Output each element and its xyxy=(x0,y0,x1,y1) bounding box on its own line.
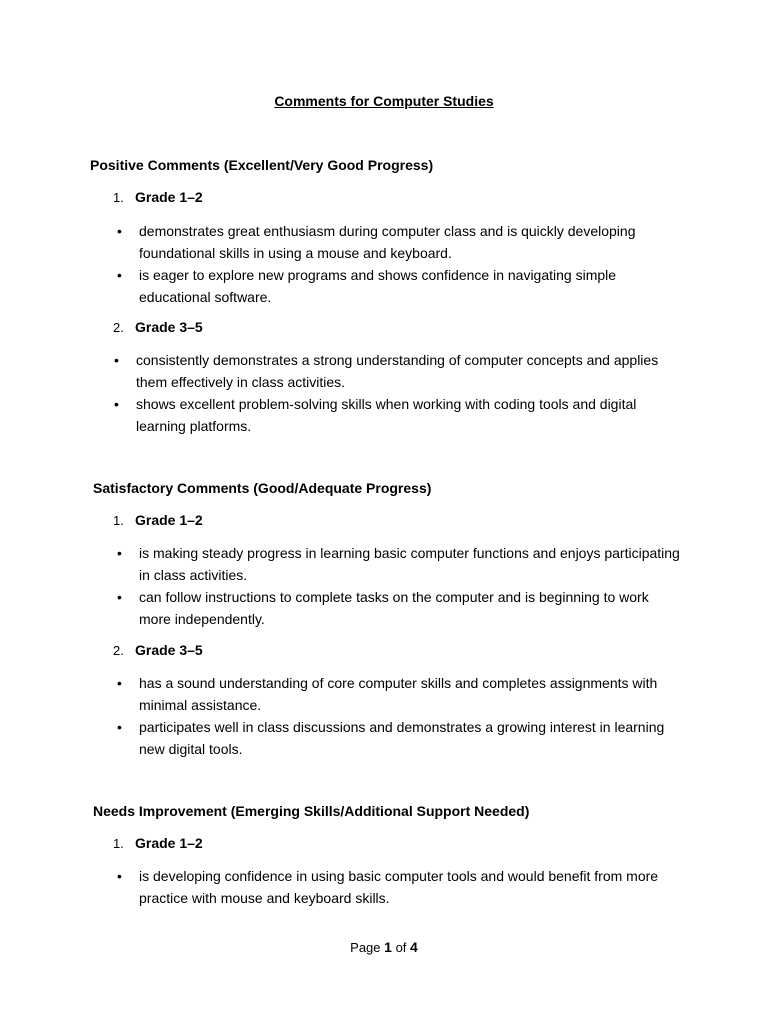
grade-heading xyxy=(113,319,203,335)
list-item xyxy=(117,542,684,586)
bullet-icon: • xyxy=(117,868,122,884)
bullet-list xyxy=(117,220,679,308)
comment-text: is eager to explore new programs and shows confidence in navigating simple educational software. xyxy=(139,267,617,305)
list-number: 1. xyxy=(113,836,124,851)
comment-text: participates well in class discussions and demonstrates a growing interest in learning new digital tools. xyxy=(139,719,665,757)
list-number: 1. xyxy=(113,190,124,205)
list-item xyxy=(117,264,679,308)
list-item xyxy=(117,865,679,909)
page-footer xyxy=(0,939,768,955)
comment-text: shows excellent problem-solving skills when working with coding tools and digital learning platforms. xyxy=(136,396,637,434)
grade-label: Grade 1–2 xyxy=(135,835,203,851)
bullet-icon: • xyxy=(114,352,119,368)
list-item xyxy=(117,716,679,760)
list-number: 1. xyxy=(113,513,124,528)
comment-text: can follow instructions to complete tasks on the computer and is beginning to work more independently. xyxy=(139,589,649,627)
grade-label: Grade 3–5 xyxy=(135,319,203,335)
grade-label: Grade 1–2 xyxy=(135,189,203,205)
list-number: 2. xyxy=(113,643,124,658)
bullet-list xyxy=(117,865,679,909)
bullet-icon: • xyxy=(114,396,119,412)
comment-text: is making steady progress in learning basic computer functions and enjoys participating in class activities. xyxy=(139,545,680,583)
bullet-icon: • xyxy=(117,675,122,691)
section-heading-positive: Positive Comments (Excellent/Very Good Progress) xyxy=(90,157,434,173)
bullet-icon: • xyxy=(117,589,122,605)
comment-text: demonstrates great enthusiasm during computer class and is quickly developing foundational skills in using a mouse and keyboard. xyxy=(139,223,636,261)
bullet-icon: • xyxy=(117,223,122,239)
list-item xyxy=(117,672,679,716)
list-number: 2. xyxy=(113,320,124,335)
grade-heading xyxy=(113,835,203,851)
section-heading-satisfactory: Satisfactory Comments (Good/Adequate Progress) xyxy=(93,480,432,496)
comment-text: has a sound understanding of core computer skills and completes assignments with minimal assistance. xyxy=(139,675,658,713)
grade-heading xyxy=(113,189,203,205)
total-pages-number: 4 xyxy=(410,939,418,955)
section-heading-needs-improvement: Needs Improvement (Emerging Skills/Additional Support Needed) xyxy=(93,803,530,819)
of-word: of xyxy=(395,940,407,955)
list-item xyxy=(117,586,684,630)
grade-label: Grade 1–2 xyxy=(135,512,203,528)
grade-label: Grade 3–5 xyxy=(135,642,203,658)
grade-heading xyxy=(113,512,203,528)
bullet-icon: • xyxy=(117,719,122,735)
bullet-list xyxy=(117,672,679,760)
bullet-icon: • xyxy=(117,545,122,561)
document-title: Comments for Computer Studies xyxy=(274,93,494,109)
comment-text: consistently demonstrates a strong understanding of computer concepts and applies them effectively in class activities. xyxy=(136,352,659,390)
bullet-list xyxy=(117,542,684,630)
page-word: Page xyxy=(350,940,381,955)
bullet-list xyxy=(114,349,676,437)
list-item xyxy=(117,220,679,264)
grade-heading xyxy=(113,642,203,658)
current-page-number: 1 xyxy=(384,939,392,955)
list-item xyxy=(114,349,676,393)
comment-text: is developing confidence in using basic computer tools and would benefit from more practice with mouse and keyboard skills. xyxy=(139,868,659,906)
bullet-icon: • xyxy=(117,267,122,283)
list-item xyxy=(114,393,676,437)
